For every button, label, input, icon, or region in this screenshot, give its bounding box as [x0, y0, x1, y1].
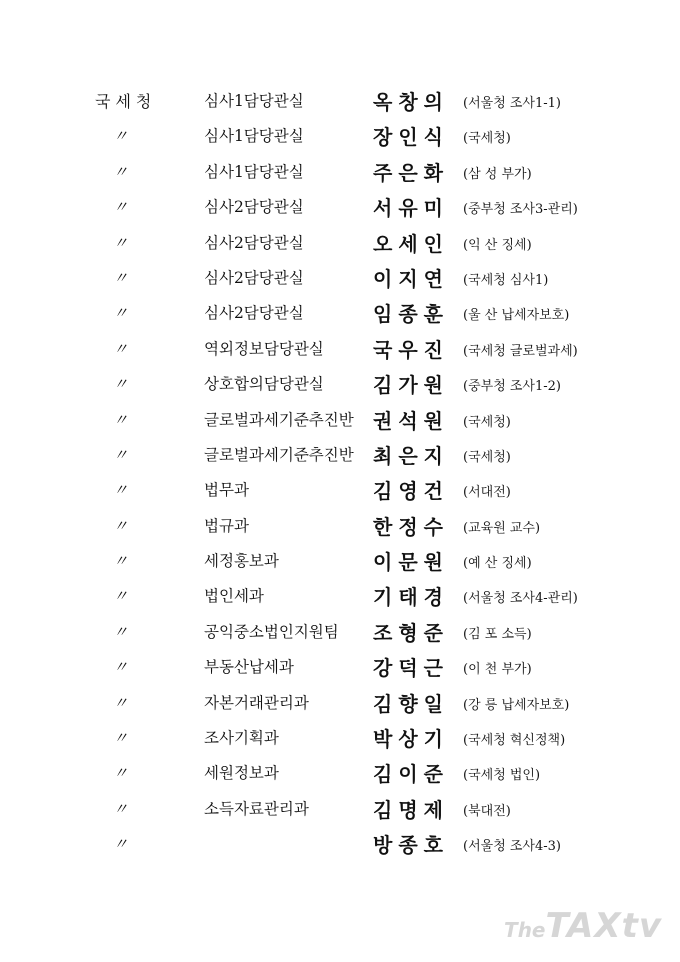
personnel-row	[0, 615, 680, 650]
person-name: 김명제	[373, 797, 449, 822]
ditto-mark: 〃	[113, 587, 129, 606]
department: 역외정보담당관실	[204, 339, 324, 358]
person-name: 김영건	[373, 479, 449, 504]
previous-post: (북대전)	[463, 803, 511, 819]
ditto-mark: 〃	[113, 198, 129, 217]
previous-post: (국세청 심사1)	[463, 272, 549, 288]
person-name: 이지연	[373, 266, 449, 291]
previous-post: (국세청 법인)	[463, 768, 541, 784]
previous-post: (국세청)	[463, 449, 511, 465]
personnel-row	[0, 686, 680, 721]
previous-post: (국세청)	[463, 414, 511, 430]
personnel-row	[0, 792, 680, 827]
department: 법규과	[204, 516, 249, 535]
department: 자본거래관리과	[204, 693, 309, 712]
department: 세원정보과	[204, 764, 279, 783]
personnel-row	[0, 544, 680, 579]
personnel-row	[0, 650, 680, 685]
department: 글로벌과세기준추진반	[204, 410, 354, 429]
personnel-row	[0, 190, 680, 225]
previous-post: (국세청 글로벌과세)	[463, 343, 578, 359]
person-name: 김향일	[373, 691, 449, 716]
personnel-row	[0, 296, 680, 331]
personnel-row	[0, 332, 680, 367]
department: 법인세과	[204, 587, 264, 606]
person-name: 권석원	[373, 408, 449, 433]
department: 법무과	[204, 481, 249, 500]
person-name: 한정수	[373, 514, 449, 539]
previous-post: (이 천 부가)	[463, 662, 532, 678]
personnel-row	[0, 226, 680, 261]
personnel-row	[0, 155, 680, 190]
person-name: 김이준	[373, 762, 449, 787]
person-name: 옥창의	[373, 90, 449, 114]
previous-post: (예 산 징세)	[463, 556, 532, 572]
ditto-mark: 〃	[113, 764, 129, 783]
person-name: 박상기	[373, 727, 449, 752]
person-name: 임종훈	[373, 302, 449, 327]
previous-post: (김 포 소득)	[463, 626, 532, 642]
previous-post: (서대전)	[463, 485, 511, 501]
personnel-row	[0, 367, 680, 402]
department: 심사2담당관실	[204, 198, 304, 217]
person-name: 국우진	[373, 337, 449, 362]
personnel-row	[0, 721, 680, 756]
thetaxtv-watermark-logo: TheTAXtv	[504, 906, 662, 946]
person-name: 강덕근	[373, 656, 449, 681]
personnel-list	[0, 84, 680, 863]
ditto-mark: 〃	[113, 729, 129, 748]
ditto-mark: 〃	[113, 375, 129, 394]
previous-post: (국세청)	[463, 131, 511, 147]
previous-post: (울 산 납세자보호)	[463, 308, 570, 324]
previous-post: (강 릉 납세자보호)	[463, 697, 570, 713]
personnel-row	[0, 579, 680, 614]
personnel-row	[0, 509, 680, 544]
previous-post: (익 산 징세)	[463, 237, 532, 253]
previous-post: (교육원 교수)	[463, 520, 541, 536]
person-name: 오세인	[373, 231, 449, 256]
department: 심사2담당관실	[204, 233, 304, 252]
ditto-mark: 〃	[113, 304, 129, 323]
personnel-row	[0, 261, 680, 296]
previous-post: (삼 성 부가)	[463, 166, 532, 182]
ditto-mark: 〃	[113, 162, 129, 181]
personnel-row	[0, 84, 680, 119]
person-name: 방종호	[373, 833, 449, 858]
person-name: 주은화	[373, 160, 449, 185]
department: 심사1담당관실	[204, 127, 304, 146]
ditto-mark: 〃	[113, 339, 129, 358]
personnel-row	[0, 119, 680, 154]
organization-label: 국세청	[95, 92, 157, 111]
ditto-mark: 〃	[113, 445, 129, 464]
department: 공익중소법인지원팀	[204, 622, 339, 641]
previous-post: (중부청 조사3-관리)	[463, 202, 578, 218]
ditto-mark: 〃	[113, 658, 129, 677]
personnel-row	[0, 827, 680, 862]
person-name: 장인식	[373, 125, 449, 150]
personnel-row	[0, 473, 680, 508]
ditto-mark: 〃	[113, 516, 129, 535]
department: 상호합의담당관실	[204, 375, 324, 394]
previous-post: (서울청 조사1-1)	[463, 96, 562, 111]
person-name: 기태경	[373, 585, 449, 610]
personnel-row	[0, 756, 680, 791]
department: 심사2담당관실	[204, 304, 304, 323]
ditto-mark: 〃	[113, 835, 129, 854]
previous-post: (중부청 조사1-2)	[463, 379, 562, 395]
person-name: 이문원	[373, 550, 449, 575]
person-name: 조형준	[373, 620, 449, 645]
ditto-mark: 〃	[113, 233, 129, 252]
department: 심사2담당관실	[204, 268, 304, 287]
person-name: 서유미	[373, 196, 449, 221]
ditto-mark: 〃	[113, 127, 129, 146]
ditto-mark: 〃	[113, 481, 129, 500]
department: 심사1담당관실	[204, 162, 304, 181]
ditto-mark: 〃	[113, 622, 129, 641]
department: 조사기획과	[204, 729, 279, 748]
ditto-mark: 〃	[113, 268, 129, 287]
ditto-mark: 〃	[113, 410, 129, 429]
previous-post: (서울청 조사4-관리)	[463, 591, 578, 607]
ditto-mark: 〃	[113, 799, 129, 818]
department: 소득자료관리과	[204, 799, 309, 818]
department: 글로벌과세기준추진반	[204, 445, 354, 464]
department: 부동산납세과	[204, 658, 294, 677]
department: 심사1담당관실	[204, 92, 304, 110]
department: 세정홍보과	[204, 552, 279, 571]
previous-post: (국세청 혁신정책)	[463, 733, 566, 749]
ditto-mark: 〃	[113, 693, 129, 712]
personnel-row	[0, 438, 680, 473]
person-name: 김가원	[373, 373, 449, 398]
ditto-mark: 〃	[113, 552, 129, 571]
personnel-row	[0, 403, 680, 438]
previous-post: (서울청 조사4-3)	[463, 839, 562, 855]
person-name: 최은지	[373, 443, 449, 468]
